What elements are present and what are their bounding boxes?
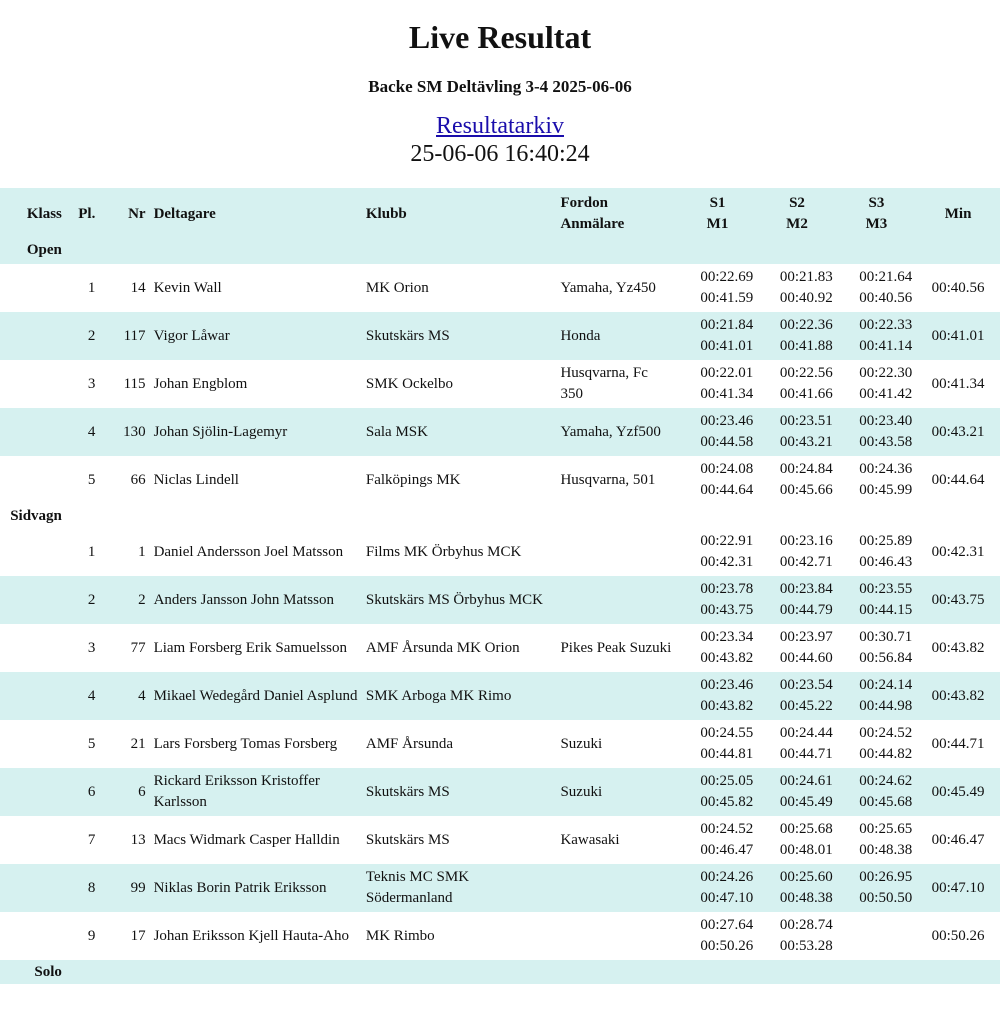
cell-vehicle: Yamaha, Yz450 [560, 279, 656, 296]
cell-s1-m1 [678, 864, 757, 912]
cell-participant: Rickard Eriksson Kristoffer Karlsson [153, 773, 320, 810]
cell-time-m3: 00:43.58 [859, 434, 913, 450]
cell-time-s2: 00:23.84 [779, 581, 833, 597]
cell-min: 00:43.21 [931, 423, 985, 440]
cell-min: 00:47.10 [931, 879, 985, 896]
header-klass: Klass [26, 205, 62, 222]
cell-time-s2: 00:28.74 [779, 917, 833, 933]
cell-club: Falköpings MK [365, 471, 461, 488]
cell-placement: 8 [87, 879, 96, 896]
event-subtitle: Backe SM Deltävling 3-4 2025-06-06 [368, 77, 632, 96]
cell-time-m2: 00:44.79 [779, 602, 833, 618]
cell-time-m3: 00:41.14 [859, 338, 913, 354]
cell-vehicle [556, 672, 677, 720]
cell-min: 00:43.82 [931, 639, 985, 656]
cell-time-s2: 00:22.56 [779, 365, 833, 381]
cell-min: 00:45.49 [931, 783, 985, 800]
cell-vehicle [556, 576, 677, 624]
cell-time-s1: 00:23.46 [700, 677, 754, 693]
header-s1-label: S1 [709, 195, 726, 211]
cell-club: Skutskärs MS [365, 327, 450, 344]
cell-number: 2 [138, 591, 146, 608]
cell-s2-m2 [757, 816, 836, 864]
cell-time-m2: 00:48.01 [779, 842, 833, 858]
cell-number: 14 [130, 279, 146, 296]
cell-time-m3: 00:40.56 [859, 290, 913, 306]
header-s1 [678, 188, 757, 240]
cell-time-m2: 00:45.49 [779, 794, 833, 810]
cell-time-m2: 00:44.60 [779, 650, 833, 666]
cell-participant: Kevin Wall [153, 279, 222, 296]
cell-klass [0, 528, 66, 576]
cell-klass [0, 912, 66, 960]
cell-time-m3: 00:48.38 [859, 842, 913, 858]
class-label-sidvagn: Sidvagn [10, 507, 62, 524]
cell-club: AMF Årsunda [365, 735, 453, 752]
cell-time-m3: 00:56.84 [859, 650, 913, 666]
cell-s2-m2 [757, 528, 836, 576]
cell-number: 13 [130, 831, 146, 848]
cell-time-m1: 00:44.58 [700, 434, 754, 450]
cell-time-s3: 00:22.30 [859, 365, 913, 381]
cell-time-s2: 00:23.16 [779, 533, 833, 549]
cell-time-s3: 00:21.64 [859, 269, 913, 285]
cell-time-s1: 00:23.34 [700, 629, 754, 645]
cell-time-s2: 00:24.84 [779, 461, 833, 477]
cell-placement: 9 [87, 927, 96, 944]
cell-vehicle [556, 528, 677, 576]
cell-klass [0, 720, 66, 768]
cell-min: 00:40.56 [931, 279, 985, 296]
cell-time-m1: 00:41.59 [700, 290, 754, 306]
cell-time-m2: 00:41.66 [779, 386, 833, 402]
table-row [0, 312, 1000, 360]
header-s2 [757, 188, 836, 240]
table-row [0, 456, 1000, 504]
cell-time-s1: 00:23.78 [700, 581, 754, 597]
cell-klass [0, 360, 66, 408]
header-fordon [556, 188, 677, 240]
cell-s1-m1 [678, 264, 757, 312]
cell-vehicle: Suzuki [560, 783, 603, 800]
cell-s2-m2 [757, 768, 836, 816]
cell-min: 00:46.47 [931, 831, 985, 848]
cell-s3-m3 [837, 528, 916, 576]
cell-placement: 3 [87, 375, 96, 392]
cell-s3-m3 [837, 768, 916, 816]
cell-number: 6 [138, 783, 146, 800]
header-deltagare: Deltagare [153, 205, 216, 222]
cell-participant: Macs Widmark Casper Halldin [153, 831, 340, 848]
cell-time-s1: 00:24.26 [700, 869, 754, 885]
cell-s1-m1 [678, 408, 757, 456]
header-nr: Nr [128, 205, 146, 222]
cell-s2-m2 [757, 312, 836, 360]
cell-s1-m1 [678, 312, 757, 360]
cell-min: 00:43.75 [931, 591, 985, 608]
cell-time-s3: 00:22.33 [859, 317, 913, 333]
cell-time-s3: 00:24.36 [859, 461, 913, 477]
cell-s2-m2 [757, 264, 836, 312]
table-header-row [0, 188, 1000, 240]
cell-time-m1: 00:44.64 [700, 482, 754, 498]
cell-number: 66 [130, 471, 146, 488]
cell-placement: 2 [87, 591, 96, 608]
table-row [0, 720, 1000, 768]
cell-number: 115 [123, 375, 146, 392]
cell-s3-m3 [837, 312, 916, 360]
cell-club: SMK Ockelbo [365, 375, 453, 392]
cell-s1-m1 [678, 912, 757, 960]
cell-s3-m3 [837, 360, 916, 408]
class-section-row [0, 504, 1000, 528]
cell-vehicle [556, 864, 677, 912]
cell-time-m3: 00:44.98 [859, 698, 913, 714]
cell-vehicle: Yamaha, Yzf500 [560, 423, 661, 440]
cell-time-s2: 00:25.68 [779, 821, 833, 837]
cell-time-m2: 00:44.71 [779, 746, 833, 762]
cell-time-s2: 00:24.61 [779, 773, 833, 789]
cell-s1-m1 [678, 456, 757, 504]
class-label-row [0, 240, 1000, 264]
cell-s1-m1 [678, 576, 757, 624]
header-min: Min [944, 205, 972, 222]
cell-participant: Daniel Andersson Joel Matsson [153, 543, 344, 560]
cell-s2-m2 [757, 864, 836, 912]
cell-time-s3: 00:30.71 [859, 629, 913, 645]
table-row [0, 864, 1000, 912]
cell-number: 99 [130, 879, 146, 896]
cell-s1-m1 [678, 360, 757, 408]
cell-participant: Johan Engblom [153, 375, 248, 392]
cell-time-m3: 00:44.15 [859, 602, 913, 618]
cell-time-m2: 00:43.21 [779, 434, 833, 450]
cell-s2-m2 [757, 576, 836, 624]
cell-klass [0, 576, 66, 624]
cell-s3-m3 [837, 672, 916, 720]
header-m3-label: M3 [865, 216, 888, 232]
cell-placement: 2 [87, 327, 96, 344]
cell-time-m1: 00:41.01 [700, 338, 754, 354]
cell-club: Teknis MC SMK Södermanland [365, 869, 470, 906]
cell-number: 130 [123, 423, 146, 440]
page-title: Live Resultat [408, 19, 592, 55]
cell-time-s3: 00:23.55 [859, 581, 913, 597]
header-s2-label: S2 [789, 195, 805, 211]
cell-time-m2: 00:40.92 [779, 290, 833, 306]
cell-klass [0, 864, 66, 912]
cell-s1-m1 [678, 528, 757, 576]
cell-time-s1: 00:21.84 [700, 317, 754, 333]
cell-placement: 4 [87, 687, 96, 704]
cell-vehicle [556, 912, 677, 960]
cell-time-m2: 00:48.38 [779, 890, 833, 906]
cell-s2-m2 [757, 912, 836, 960]
cell-klass [0, 816, 66, 864]
cell-time-m1: 00:44.81 [700, 746, 754, 762]
table-row [0, 408, 1000, 456]
cell-s1-m1 [678, 768, 757, 816]
cell-s2-m2 [757, 408, 836, 456]
cell-klass [0, 624, 66, 672]
header-s3 [837, 188, 916, 240]
cell-vehicle: Pikes Peak Suzuki [560, 639, 672, 656]
cell-participant: Niclas Lindell [153, 471, 239, 488]
cell-time-m2: 00:45.66 [779, 482, 833, 498]
cell-participant: Vigor Låwar [153, 327, 230, 344]
update-timestamp: 25-06-06 16:40:24 [410, 141, 590, 167]
cell-time-s1: 00:25.05 [700, 773, 754, 789]
cell-time-s2: 00:21.83 [779, 269, 833, 285]
cell-number: 117 [123, 327, 146, 344]
cell-club: AMF Årsunda MK Orion [365, 639, 520, 656]
cell-time-m1: 00:41.34 [700, 386, 754, 402]
cell-min: 00:50.26 [931, 927, 985, 944]
cell-s3-m3 [837, 624, 916, 672]
cell-number: 17 [130, 927, 146, 944]
cell-placement: 1 [87, 543, 96, 560]
cell-time-s1: 00:22.91 [700, 533, 754, 549]
header-m2-label: M2 [786, 216, 808, 232]
header-fordon-label: Fordon [560, 195, 608, 211]
cell-time-s3: 00:25.65 [859, 821, 913, 837]
table-row [0, 816, 1000, 864]
cell-placement: 3 [87, 639, 96, 656]
table-row [0, 528, 1000, 576]
cell-club: Skutskärs MS [365, 831, 450, 848]
cell-time-s3: 00:25.89 [859, 533, 913, 549]
cell-time-m3: 00:46.43 [859, 554, 913, 570]
cell-time-m3: 00:41.42 [859, 386, 913, 402]
table-row [0, 672, 1000, 720]
header-klubb: Klubb [365, 205, 407, 222]
cell-s3-m3 [837, 456, 916, 504]
cell-time-s3: 00:26.95 [859, 869, 913, 885]
cell-club: MK Rimbo [365, 927, 435, 944]
cell-min: 00:42.31 [931, 543, 985, 560]
cell-time-m3: 00:45.99 [859, 482, 913, 498]
cell-participant: Johan Eriksson Kjell Hauta-Aho [153, 927, 349, 944]
cell-time-s2: 00:25.60 [779, 869, 833, 885]
cell-time-m2: 00:42.71 [779, 554, 833, 570]
table-row [0, 360, 1000, 408]
cell-time-s2: 00:23.51 [779, 413, 833, 429]
cell-number: 1 [138, 543, 146, 560]
cell-min: 00:44.64 [931, 471, 985, 488]
cell-time-s3: 00:24.14 [859, 677, 913, 693]
cell-placement: 5 [87, 471, 96, 488]
cell-time-s1: 00:22.69 [700, 269, 754, 285]
cell-time-m2: 00:45.22 [779, 698, 833, 714]
cell-klass [0, 408, 66, 456]
header-pl: Pl. [78, 205, 96, 222]
cell-placement: 5 [87, 735, 96, 752]
cell-club: SMK Arboga MK Rimo [365, 687, 512, 704]
cell-min: 00:41.01 [931, 327, 985, 344]
cell-time-m1: 00:50.26 [700, 938, 754, 954]
cell-time-s3: 00:24.62 [859, 773, 913, 789]
header-s3-label: S3 [868, 195, 885, 211]
table-row [0, 576, 1000, 624]
cell-s2-m2 [757, 720, 836, 768]
cell-vehicle: Honda [560, 327, 601, 344]
cell-s3-m3 [837, 264, 916, 312]
cell-s3-m3 [837, 816, 916, 864]
class-section-row [0, 960, 1000, 984]
cell-s2-m2 [757, 672, 836, 720]
cell-time-s1: 00:24.08 [700, 461, 754, 477]
cell-participant: Mikael Wedegård Daniel Asplund [153, 687, 358, 704]
cell-time-m1: 00:43.82 [700, 698, 754, 714]
cell-klass [0, 456, 66, 504]
cell-s3-m3 [837, 576, 916, 624]
cell-vehicle: Husqvarna, Fc 350 [560, 365, 648, 402]
cell-number: 77 [130, 639, 146, 656]
cell-time-s2: 00:22.36 [779, 317, 833, 333]
table-row [0, 264, 1000, 312]
cell-participant: Johan Sjölin-Lagemyr [153, 423, 288, 440]
cell-number: 21 [130, 735, 146, 752]
cell-time-m2: 00:53.28 [779, 938, 833, 954]
cell-club: Sala MSK [365, 423, 428, 440]
cell-s2-m2 [757, 624, 836, 672]
results-archive-link[interactable]: Resultatarkiv [436, 113, 564, 139]
cell-participant: Liam Forsberg Erik Samuelsson [153, 639, 348, 656]
cell-klass [0, 264, 66, 312]
cell-time-m1: 00:45.82 [700, 794, 754, 810]
cell-time-s2: 00:24.44 [779, 725, 833, 741]
cell-s3-m3 [837, 408, 916, 456]
cell-s3-m3 [837, 720, 916, 768]
table-row [0, 912, 1000, 960]
cell-time-m1: 00:43.75 [700, 602, 754, 618]
cell-s3-m3 [837, 912, 916, 960]
cell-club: MK Orion [365, 279, 429, 296]
cell-number: 4 [138, 687, 146, 704]
header-anmalare-label: Anmälare [560, 216, 625, 232]
cell-klass [0, 768, 66, 816]
cell-placement: 1 [87, 279, 96, 296]
cell-club: Skutskärs MS [365, 783, 450, 800]
cell-klass [0, 312, 66, 360]
cell-placement: 4 [87, 423, 96, 440]
cell-vehicle: Kawasaki [560, 831, 620, 848]
cell-min: 00:41.34 [931, 375, 985, 392]
cell-time-m1: 00:42.31 [700, 554, 754, 570]
cell-s1-m1 [678, 816, 757, 864]
cell-time-m2: 00:41.88 [779, 338, 833, 354]
cell-participant: Niklas Borin Patrik Eriksson [153, 879, 327, 896]
cell-vehicle: Husqvarna, 501 [560, 471, 656, 488]
cell-club: Films MK Örbyhus MCK [365, 543, 522, 560]
cell-time-s2: 00:23.54 [779, 677, 833, 693]
class-label-solo: Solo [34, 963, 62, 980]
cell-vehicle: Suzuki [560, 735, 603, 752]
table-row [0, 624, 1000, 672]
results-table [0, 188, 1000, 984]
cell-time-s1: 00:24.55 [700, 725, 754, 741]
cell-club: Skutskärs MS Örbyhus MCK [365, 591, 543, 608]
cell-time-s1: 00:24.52 [700, 821, 754, 837]
cell-placement: 6 [87, 783, 96, 800]
cell-time-s1: 00:23.46 [700, 413, 754, 429]
cell-time-m1: 00:43.82 [700, 650, 754, 666]
cell-time-m3: 00:50.50 [859, 890, 913, 906]
cell-s1-m1 [678, 672, 757, 720]
cell-s2-m2 [757, 360, 836, 408]
class-label-open: Open [26, 242, 62, 258]
cell-participant: Lars Forsberg Tomas Forsberg [153, 735, 338, 752]
cell-s1-m1 [678, 720, 757, 768]
cell-time-m1: 00:46.47 [700, 842, 754, 858]
header-m1-label: M1 [706, 216, 729, 232]
cell-time-m3: 00:45.68 [859, 794, 913, 810]
cell-s2-m2 [757, 456, 836, 504]
cell-participant: Anders Jansson John Matsson [153, 591, 334, 608]
cell-time-s3: 00:24.52 [859, 725, 913, 741]
cell-min: 00:43.82 [931, 687, 985, 704]
cell-klass [0, 672, 66, 720]
cell-time-s3: 00:23.40 [859, 413, 913, 429]
cell-placement: 7 [87, 831, 96, 848]
cell-time-s2: 00:23.97 [779, 629, 833, 645]
cell-time-s1: 00:22.01 [700, 365, 754, 381]
table-row [0, 768, 1000, 816]
cell-s1-m1 [678, 624, 757, 672]
cell-time-s1: 00:27.64 [700, 917, 754, 933]
cell-s3-m3 [837, 864, 916, 912]
cell-min: 00:44.71 [931, 735, 985, 752]
cell-time-m1: 00:47.10 [700, 890, 754, 906]
cell-time-m3: 00:44.82 [859, 746, 913, 762]
